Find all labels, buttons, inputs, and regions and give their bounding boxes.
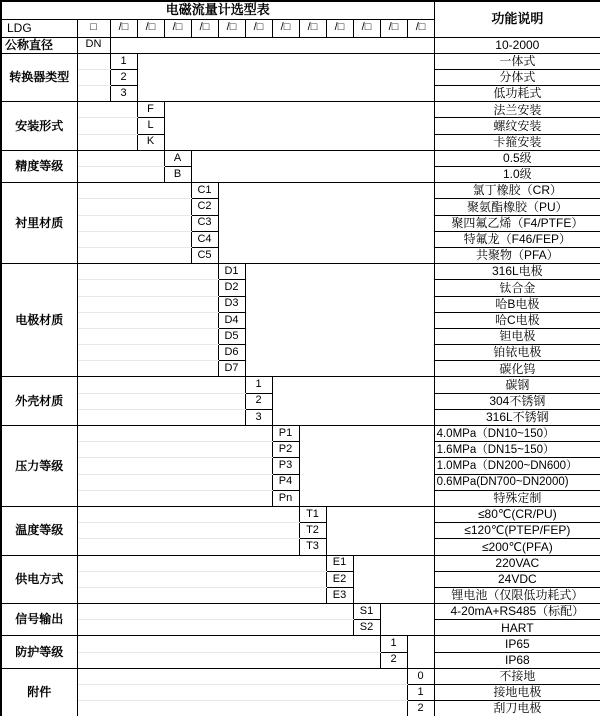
code-cell: P1 xyxy=(272,426,299,442)
description-cell: 0.5级 xyxy=(434,150,600,166)
spacer-cell xyxy=(77,442,272,458)
description-cell: 1.0MPa（DN200~DN600） xyxy=(434,458,600,474)
code-cell: D4 xyxy=(218,312,245,328)
code-cell: 2 xyxy=(407,701,434,716)
code-cell: S1 xyxy=(353,604,380,620)
code-cell: T2 xyxy=(299,523,326,539)
description-cell: ≤120℃(PTEP/FEP) xyxy=(434,523,600,539)
description-cell: 特殊定制 xyxy=(434,490,600,506)
description-cell: 4-20mA+RS485（标配） xyxy=(434,604,600,620)
description-cell: 0.6MPa(DN700~DN2000) xyxy=(434,474,600,490)
model-slot-cell: /□ xyxy=(137,19,164,37)
spacer-cell xyxy=(77,215,191,231)
code-cell: 0 xyxy=(407,668,434,684)
description-cell: 一体式 xyxy=(434,53,600,69)
spacer-cell xyxy=(77,199,191,215)
spacer-cell xyxy=(137,53,434,102)
spacer-cell xyxy=(77,701,407,716)
spacer-cell xyxy=(77,668,407,684)
spacer-cell xyxy=(77,183,191,199)
description-cell: ≤80℃(CR/PU) xyxy=(434,506,600,522)
spacer-cell xyxy=(77,604,353,620)
code-cell: 3 xyxy=(110,86,137,102)
model-slot-cell: /□ xyxy=(407,19,434,37)
code-cell: E2 xyxy=(326,571,353,587)
code-cell: D7 xyxy=(218,361,245,377)
description-cell: 哈C电极 xyxy=(434,312,600,328)
spacer-cell xyxy=(77,426,272,442)
description-cell: 10-2000 xyxy=(434,37,600,53)
model-prefix: LDG xyxy=(7,20,32,35)
code-cell: B xyxy=(164,167,191,183)
spacer-cell xyxy=(353,555,434,604)
code-cell: D2 xyxy=(218,280,245,296)
spacer-cell xyxy=(77,523,299,539)
spacer-cell xyxy=(77,506,299,522)
spacer-cell xyxy=(77,296,218,312)
category-label: 转换器类型 xyxy=(1,53,77,102)
category-label: 供电方式 xyxy=(1,555,77,604)
description-cell: 碳化钨 xyxy=(434,361,600,377)
category-label: 精度等级 xyxy=(1,150,77,182)
code-cell: C2 xyxy=(191,199,218,215)
code-cell: A xyxy=(164,150,191,166)
code-cell: P3 xyxy=(272,458,299,474)
code-cell: T3 xyxy=(299,539,326,555)
spacer-cell xyxy=(77,86,110,102)
code-cell: 1 xyxy=(407,685,434,701)
description-cell: IP68 xyxy=(434,652,600,668)
category-label: 信号输出 xyxy=(1,604,77,636)
description-cell: 低功耗式 xyxy=(434,86,600,102)
model-slot-cell: /□ xyxy=(245,19,272,37)
spacer-cell xyxy=(77,328,218,344)
description-cell: 哈B电极 xyxy=(434,296,600,312)
description-cell: 316L不锈钢 xyxy=(434,409,600,425)
code-cell: 1 xyxy=(245,377,272,393)
model-slot-cell: /□ xyxy=(164,19,191,37)
spacer-cell xyxy=(77,652,380,668)
code-cell: E1 xyxy=(326,555,353,571)
spacer-cell xyxy=(77,587,326,603)
description-cell: ≤200℃(PFA) xyxy=(434,539,600,555)
code-cell: C3 xyxy=(191,215,218,231)
code-cell: Pn xyxy=(272,490,299,506)
description-cell: 氯丁橡胶（CR） xyxy=(434,183,600,199)
code-cell: 3 xyxy=(245,409,272,425)
model-slot-cell: /□ xyxy=(218,19,245,37)
function-header: 功能说明 xyxy=(434,1,600,37)
description-cell: 螺纹安装 xyxy=(434,118,600,134)
spacer-cell xyxy=(77,458,272,474)
model-slot-cell: /□ xyxy=(380,19,407,37)
description-cell: 聚四氟乙烯（F4/PTFE） xyxy=(434,215,600,231)
spacer-cell xyxy=(77,247,191,263)
code-cell: D5 xyxy=(218,328,245,344)
spacer-cell xyxy=(77,102,137,118)
model-box-cell: □ xyxy=(77,19,110,37)
code-cell: 1 xyxy=(110,53,137,69)
description-cell: 1.6MPa（DN15~150） xyxy=(434,442,600,458)
spacer-cell xyxy=(77,685,407,701)
model-slot-cell: /□ xyxy=(353,19,380,37)
category-label: 温度等级 xyxy=(1,506,77,555)
category-label: 衬里材质 xyxy=(1,183,77,264)
spacer-cell xyxy=(77,571,326,587)
code-cell: D1 xyxy=(218,264,245,280)
spacer-cell xyxy=(77,280,218,296)
category-label: 压力等级 xyxy=(1,426,77,507)
category-label: 公称直径 xyxy=(1,37,77,53)
description-cell: 304不锈钢 xyxy=(434,393,600,409)
code-cell: S2 xyxy=(353,620,380,636)
spacer-cell xyxy=(77,134,137,150)
spacer-cell xyxy=(77,377,245,393)
model-slot-cell: /□ xyxy=(326,19,353,37)
spacer-cell xyxy=(299,426,434,507)
description-cell: 共聚物（PFA） xyxy=(434,247,600,263)
spacer-cell xyxy=(380,604,434,636)
spacer-cell xyxy=(77,167,164,183)
code-cell: 2 xyxy=(245,393,272,409)
description-cell: 220VAC xyxy=(434,555,600,571)
spacer-cell xyxy=(77,150,164,166)
spacer-cell xyxy=(191,150,434,182)
description-cell: 接地电极 xyxy=(434,685,600,701)
category-label: 外壳材质 xyxy=(1,377,77,426)
description-cell: 特氟龙（F46/FEP） xyxy=(434,231,600,247)
code-cell: D6 xyxy=(218,345,245,361)
model-slot-cell: /□ xyxy=(272,19,299,37)
model-slot-cell: /□ xyxy=(191,19,218,37)
description-cell: 卡箍安装 xyxy=(434,134,600,150)
description-cell: HART xyxy=(434,620,600,636)
description-cell: 锂电池（仅限低功耗式） xyxy=(434,587,600,603)
spacer-cell xyxy=(77,636,380,652)
category-label: 防护等级 xyxy=(1,636,77,668)
code-cell: DN xyxy=(77,37,110,53)
code-cell: E3 xyxy=(326,587,353,603)
description-cell: 刮刀电极 xyxy=(434,701,600,716)
spacer-cell xyxy=(218,183,434,264)
spacer-cell xyxy=(77,264,218,280)
category-label: 电极材质 xyxy=(1,264,77,377)
description-cell: 24VDC xyxy=(434,571,600,587)
spacer-cell xyxy=(272,377,434,426)
code-cell: D3 xyxy=(218,296,245,312)
table-title: 电磁流量计选型表 xyxy=(1,1,434,19)
spacer-cell xyxy=(110,37,434,53)
code-cell: 2 xyxy=(110,69,137,85)
spacer-cell xyxy=(77,118,137,134)
code-cell: C5 xyxy=(191,247,218,263)
category-label: 安装形式 xyxy=(1,102,77,151)
description-cell: 钛合金 xyxy=(434,280,600,296)
description-cell: 1.0级 xyxy=(434,167,600,183)
model-slot-cell: /□ xyxy=(299,19,326,37)
code-cell: P4 xyxy=(272,474,299,490)
category-label: 附件 xyxy=(1,668,77,716)
model-slot-cell: /□ xyxy=(110,19,137,37)
code-cell: P2 xyxy=(272,442,299,458)
description-cell: 铂铱电极 xyxy=(434,345,600,361)
spacer-cell xyxy=(77,393,245,409)
spacer-cell xyxy=(77,345,218,361)
code-cell: C1 xyxy=(191,183,218,199)
code-cell: T1 xyxy=(299,506,326,522)
spacer-cell xyxy=(77,555,326,571)
spacer-cell xyxy=(77,490,272,506)
description-cell: 分体式 xyxy=(434,69,600,85)
spacer-cell xyxy=(77,409,245,425)
spacer-cell xyxy=(77,312,218,328)
spacer-cell xyxy=(77,361,218,377)
spacer-cell xyxy=(245,264,434,377)
spacer-cell xyxy=(77,69,110,85)
spacer-cell xyxy=(164,102,434,151)
description-cell: 碳钢 xyxy=(434,377,600,393)
description-cell: 4.0MPa（DN10~150） xyxy=(434,426,600,442)
description-cell: 法兰安装 xyxy=(434,102,600,118)
code-cell: F xyxy=(137,102,164,118)
description-cell: 聚氨酯橡胶（PU） xyxy=(434,199,600,215)
description-cell: 316L电极 xyxy=(434,264,600,280)
spacer-cell xyxy=(77,231,191,247)
code-cell: C4 xyxy=(191,231,218,247)
description-cell: 钽电极 xyxy=(434,328,600,344)
spacer-cell xyxy=(407,636,434,668)
description-cell: IP65 xyxy=(434,636,600,652)
spacer-cell xyxy=(77,53,110,69)
spacer-cell xyxy=(77,474,272,490)
description-cell: 不接地 xyxy=(434,668,600,684)
spacer-cell xyxy=(326,506,434,555)
code-cell: K xyxy=(137,134,164,150)
spacer-cell xyxy=(77,539,299,555)
code-cell: 2 xyxy=(380,652,407,668)
spacer-cell xyxy=(77,620,353,636)
code-cell: 1 xyxy=(380,636,407,652)
code-cell: L xyxy=(137,118,164,134)
